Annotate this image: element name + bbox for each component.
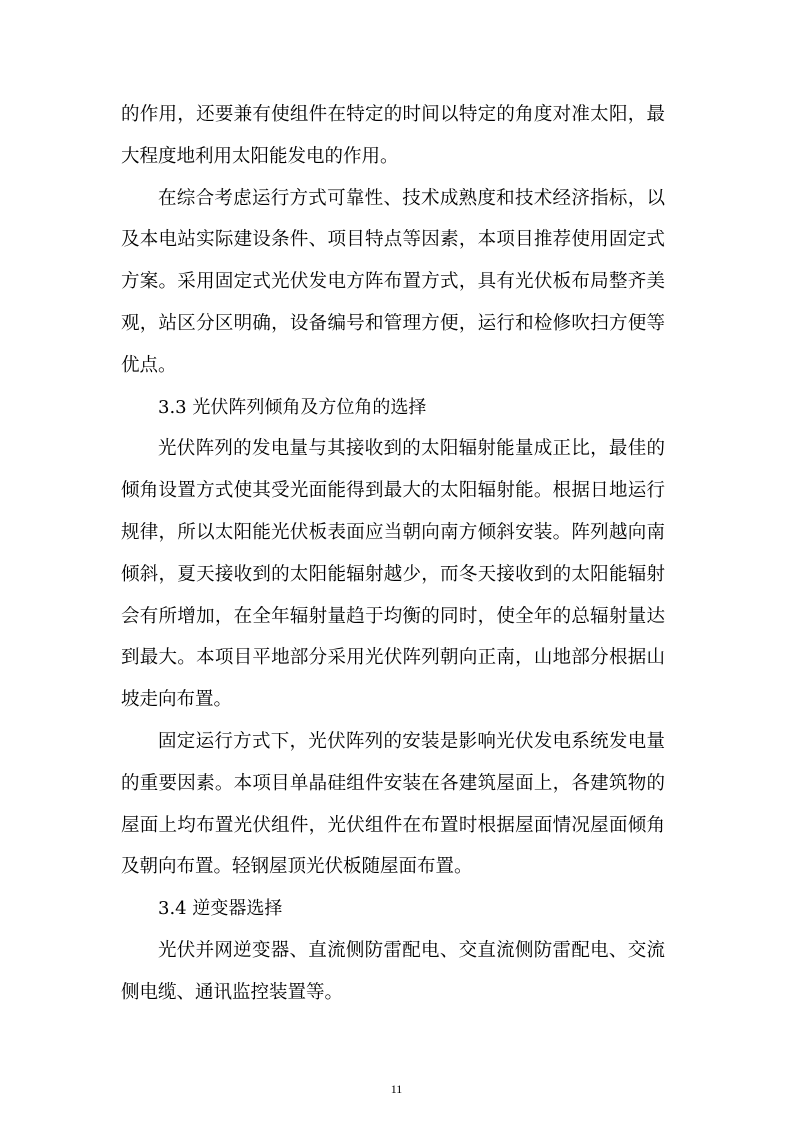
text-line: 观，站区分区明确，设备编号和管理方便，运行和检修吹扫方便等	[121, 312, 665, 334]
text-line: 到最大。本项目平地部分采用光伏阵列朝向正南，山地部分根据山	[121, 647, 665, 669]
text-line: 大程度地利用太阳能发电的作用。	[121, 145, 399, 167]
text-line: 及朝向布置。轻钢屋顶光伏板随屋面布置。	[121, 856, 473, 878]
text-line: 的重要因素。本项目单晶硅组件安装在各建筑屋面上，各建筑物的	[121, 772, 665, 794]
paragraph-first-line: 光伏并网逆变器、直流侧防雷配电、交直流侧防雷配电、交流	[158, 939, 665, 961]
text-line: 倾斜，夏天接收到的太阳能辐射越少，而冬天接收到的太阳能辐射	[121, 563, 665, 585]
text-line: 屋面上均布置光伏组件，光伏组件在布置时根据屋面情况屋面倾角	[121, 814, 665, 836]
paragraph-first-line: 光伏阵列的发电量与其接收到的太阳辐射能量成正比，最佳的	[158, 438, 665, 460]
section-heading-3-4: 3.4 逆变器选择	[158, 898, 283, 920]
text-line: 坡走向布置。	[121, 689, 233, 711]
text-line: 优点。	[121, 354, 177, 376]
paragraph-first-line: 在综合考虑运行方式可靠性、技术成熟度和技术经济指标，以	[158, 187, 665, 209]
text-line: 方案。采用固定式光伏发电方阵布置方式，具有光伏板布局整齐美	[121, 271, 665, 293]
text-line: 倾角设置方式使其受光面能得到最大的太阳辐射能。根据日地运行	[121, 480, 665, 502]
text-line: 会有所增加，在全年辐射量趋于均衡的同时，使全年的总辐射量达	[121, 605, 665, 627]
section-heading-3-3: 3.3 光伏阵列倾角及方位角的选择	[158, 396, 427, 418]
text-line: 规律，所以太阳能光伏板表面应当朝向南方倾斜安装。阵列越向南	[121, 521, 665, 543]
text-line: 侧电缆、通讯监控装置等。	[121, 981, 344, 1003]
text-line: 及本电站实际建设条件、项目特点等因素，本项目推荐使用固定式	[121, 229, 665, 251]
text-line: 的作用，还要兼有使组件在特定的时间以特定的角度对准太阳，最	[121, 104, 665, 125]
paragraph-first-line: 固定运行方式下，光伏阵列的安装是影响光伏发电系统发电量	[158, 730, 665, 752]
page-number: 11	[390, 1082, 403, 1096]
document-body	[121, 94, 665, 1014]
